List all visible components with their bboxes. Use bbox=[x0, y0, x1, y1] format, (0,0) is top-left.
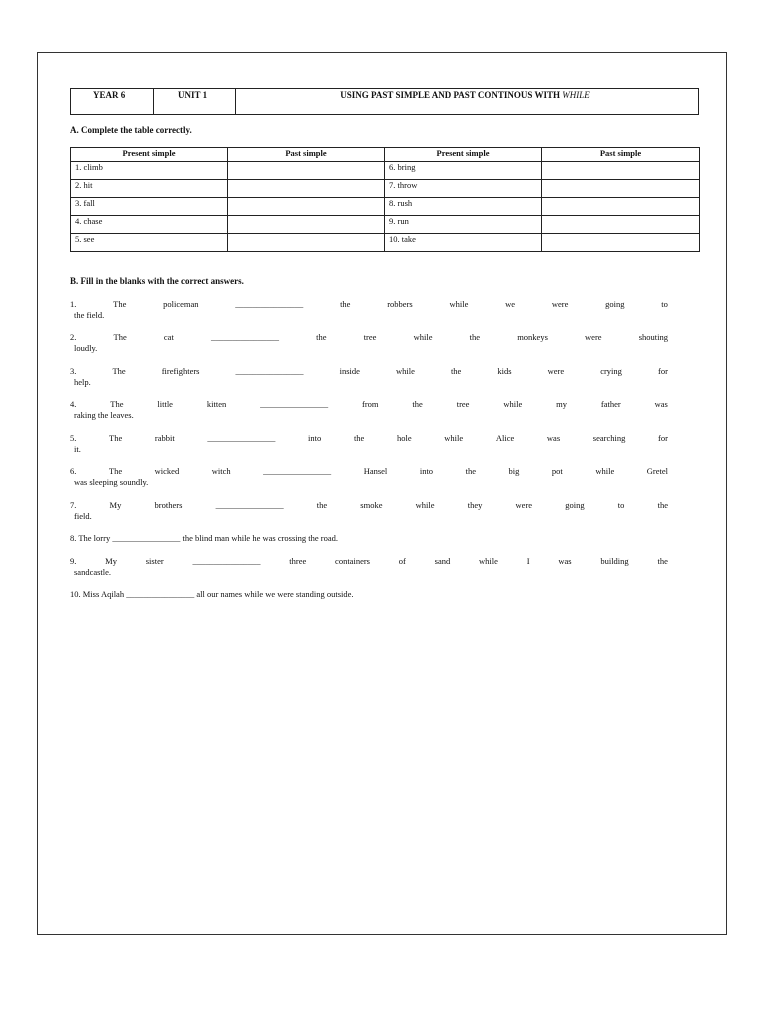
question-word: the bbox=[353, 433, 365, 443]
section-a-heading: A. Complete the table correctly. bbox=[70, 125, 192, 135]
answer-cell[interactable] bbox=[542, 234, 700, 252]
question-line bbox=[70, 500, 668, 511]
verb-cell: 5. see bbox=[71, 234, 228, 252]
question-word: tree bbox=[363, 332, 377, 342]
answer-blank[interactable]: ________________ bbox=[260, 399, 329, 409]
verb-table bbox=[70, 147, 700, 252]
question-item bbox=[70, 433, 668, 455]
question-word: crying bbox=[600, 366, 622, 376]
answer-blank[interactable]: ________________ bbox=[207, 433, 276, 443]
question-word: the bbox=[657, 556, 668, 566]
question-word: while bbox=[595, 466, 615, 476]
question-word: while bbox=[449, 299, 469, 309]
question-word: tree bbox=[456, 399, 470, 409]
question-word: searching bbox=[592, 433, 626, 443]
question-word: inside bbox=[339, 366, 360, 376]
question-word: were bbox=[515, 500, 533, 510]
question-word: 7. bbox=[70, 500, 77, 510]
question-word: the bbox=[340, 299, 351, 309]
answer-blank[interactable]: ________________ bbox=[210, 332, 279, 342]
question-word: 4. bbox=[70, 399, 77, 409]
answer-cell[interactable] bbox=[542, 162, 700, 180]
verb-cell: 4. chase bbox=[71, 216, 228, 234]
table-row bbox=[71, 162, 700, 180]
question-word: The bbox=[108, 466, 123, 476]
answer-cell[interactable] bbox=[228, 180, 385, 198]
question-word: from bbox=[362, 399, 379, 409]
question-word: big bbox=[508, 466, 520, 476]
question-word: little bbox=[157, 399, 173, 409]
question-word: while bbox=[413, 332, 433, 342]
question-word: sand bbox=[434, 556, 451, 566]
verb-cell: 6. bring bbox=[385, 162, 542, 180]
question-word: while bbox=[479, 556, 498, 566]
question-word: the bbox=[316, 332, 327, 342]
question-word: while bbox=[503, 399, 523, 409]
question-word: Hansel bbox=[363, 466, 388, 476]
verb-cell: 3. fall bbox=[71, 198, 228, 216]
question-word: the bbox=[412, 399, 423, 409]
question-continuation: raking the leaves. bbox=[74, 410, 134, 420]
question-line bbox=[70, 366, 668, 377]
question-word: the bbox=[657, 500, 668, 510]
question-word: were bbox=[551, 299, 569, 309]
question-word: for bbox=[657, 366, 668, 376]
question-word: The bbox=[112, 366, 126, 376]
question-word: were bbox=[547, 366, 565, 376]
question-word: were bbox=[585, 332, 602, 342]
question-continuation: help. bbox=[74, 377, 91, 387]
question-word: while bbox=[395, 366, 415, 376]
question-word: my bbox=[556, 399, 567, 409]
table-row bbox=[71, 180, 700, 198]
question-word: 3. bbox=[70, 366, 77, 376]
question-line bbox=[70, 466, 668, 477]
year-cell: YEAR 6 bbox=[71, 89, 154, 114]
question-word: 5. bbox=[70, 433, 77, 443]
question-word: hole bbox=[396, 433, 412, 443]
table-row bbox=[71, 216, 700, 234]
answer-blank[interactable]: ________________ bbox=[215, 500, 284, 510]
section-b-heading: B. Fill in the blanks with the correct answers. bbox=[70, 276, 244, 286]
question-item bbox=[70, 589, 668, 600]
question-text: 10. Miss Aqilah ________________ all our names while we were standing outside. bbox=[70, 589, 354, 599]
question-word: cat bbox=[163, 332, 174, 342]
answer-cell[interactable] bbox=[542, 180, 700, 198]
question-item bbox=[70, 299, 668, 321]
question-item bbox=[70, 533, 668, 544]
question-item bbox=[70, 332, 668, 354]
question-item bbox=[70, 556, 668, 578]
question-word: wicked bbox=[154, 466, 180, 476]
question-word: they bbox=[467, 500, 483, 510]
header-box bbox=[70, 88, 699, 115]
question-word: I bbox=[526, 556, 530, 566]
question-word: the bbox=[469, 332, 481, 342]
question-word: 1. bbox=[70, 299, 77, 309]
question-word: 9. bbox=[70, 556, 77, 566]
question-word: containers bbox=[335, 556, 370, 566]
question-word: My bbox=[105, 556, 117, 566]
question-word: the bbox=[465, 466, 476, 476]
question-word: The bbox=[113, 332, 127, 342]
table-header-row bbox=[71, 148, 700, 162]
question-word: The bbox=[109, 433, 123, 443]
answer-blank[interactable]: ________________ bbox=[192, 556, 261, 566]
question-word: three bbox=[289, 556, 307, 566]
question-word: kitten bbox=[206, 399, 227, 409]
question-word: The bbox=[113, 299, 127, 309]
question-word: policeman bbox=[163, 299, 199, 309]
question-item bbox=[70, 466, 668, 488]
question-word: father bbox=[600, 399, 621, 409]
question-word: into bbox=[308, 433, 322, 443]
table-row bbox=[71, 234, 700, 252]
question-word: shouting bbox=[638, 332, 668, 342]
question-word: of bbox=[398, 556, 406, 566]
verb-cell: 8. rush bbox=[385, 198, 542, 216]
verb-cell: 7. throw bbox=[385, 180, 542, 198]
question-word: Alice bbox=[495, 433, 515, 443]
question-continuation: loudly. bbox=[74, 343, 98, 353]
question-word: to bbox=[617, 500, 625, 510]
question-word: was bbox=[654, 399, 668, 409]
question-word: to bbox=[661, 299, 668, 309]
question-line bbox=[70, 399, 668, 410]
question-line bbox=[70, 332, 668, 343]
question-word: the bbox=[450, 366, 462, 376]
question-item bbox=[70, 366, 668, 388]
question-word: The bbox=[110, 399, 124, 409]
answer-cell[interactable] bbox=[228, 198, 385, 216]
question-continuation: was sleeping soundly. bbox=[74, 477, 149, 487]
question-word: into bbox=[419, 466, 434, 476]
question-word: going bbox=[605, 299, 625, 309]
question-word: rabbit bbox=[154, 433, 175, 443]
question-word: while bbox=[444, 433, 464, 443]
question-continuation: the field. bbox=[74, 310, 105, 320]
question-word: Gretel bbox=[646, 466, 668, 476]
verb-cell: 10. take bbox=[385, 234, 542, 252]
verb-cell: 1. climb bbox=[71, 162, 228, 180]
question-continuation: field. bbox=[74, 511, 92, 521]
col-past-1: Past simple bbox=[228, 148, 385, 162]
question-word: was bbox=[558, 556, 572, 566]
col-past-2: Past simple bbox=[542, 148, 700, 162]
answer-cell[interactable] bbox=[228, 216, 385, 234]
answer-blank[interactable]: ________________ bbox=[235, 299, 304, 309]
title-main: USING PAST SIMPLE AND PAST CONTINOUS WITH bbox=[340, 90, 563, 100]
question-word: kids bbox=[497, 366, 512, 376]
question-word: while bbox=[415, 500, 435, 510]
answer-cell[interactable] bbox=[542, 216, 700, 234]
question-continuation: it. bbox=[74, 444, 81, 454]
question-text: 8. The lorry ________________ the blind man while he was crossing the road. bbox=[70, 533, 339, 543]
answer-blank[interactable]: ________________ bbox=[235, 366, 304, 376]
question-word: My bbox=[109, 500, 122, 510]
answer-cell[interactable] bbox=[228, 234, 385, 252]
question-word: for bbox=[658, 433, 668, 443]
question-word: witch bbox=[211, 466, 231, 476]
question-word: going bbox=[565, 500, 585, 510]
question-word: pot bbox=[551, 466, 563, 476]
title-italic: WHILE bbox=[562, 90, 590, 100]
question-word: 2. bbox=[70, 332, 77, 342]
question-word: sister bbox=[145, 556, 164, 566]
question-item bbox=[70, 399, 668, 421]
question-word: 6. bbox=[70, 466, 77, 476]
question-word: monkeys bbox=[517, 332, 548, 342]
verb-cell: 2. hit bbox=[71, 180, 228, 198]
answer-cell[interactable] bbox=[542, 198, 700, 216]
question-word: brothers bbox=[154, 500, 183, 510]
question-line bbox=[70, 299, 668, 310]
answer-blank[interactable]: ________________ bbox=[263, 466, 332, 476]
question-word: the bbox=[316, 500, 328, 510]
question-line bbox=[70, 433, 668, 444]
question-continuation: sandcastle. bbox=[74, 567, 112, 577]
title-cell bbox=[236, 89, 698, 114]
verb-cell: 9. run bbox=[385, 216, 542, 234]
unit-cell: UNIT 1 bbox=[154, 89, 236, 114]
question-word: smoke bbox=[360, 500, 383, 510]
question-word: we bbox=[505, 299, 516, 309]
question-word: robbers bbox=[387, 299, 413, 309]
answer-cell[interactable] bbox=[228, 162, 385, 180]
question-line bbox=[70, 556, 668, 567]
col-present-1: Present simple bbox=[71, 148, 228, 162]
worksheet-page bbox=[37, 52, 727, 935]
question-word: building bbox=[600, 556, 629, 566]
table-row bbox=[71, 198, 700, 216]
question-word: firefighters bbox=[161, 366, 200, 376]
question-word: was bbox=[546, 433, 561, 443]
question-item bbox=[70, 500, 668, 522]
col-present-2: Present simple bbox=[385, 148, 542, 162]
